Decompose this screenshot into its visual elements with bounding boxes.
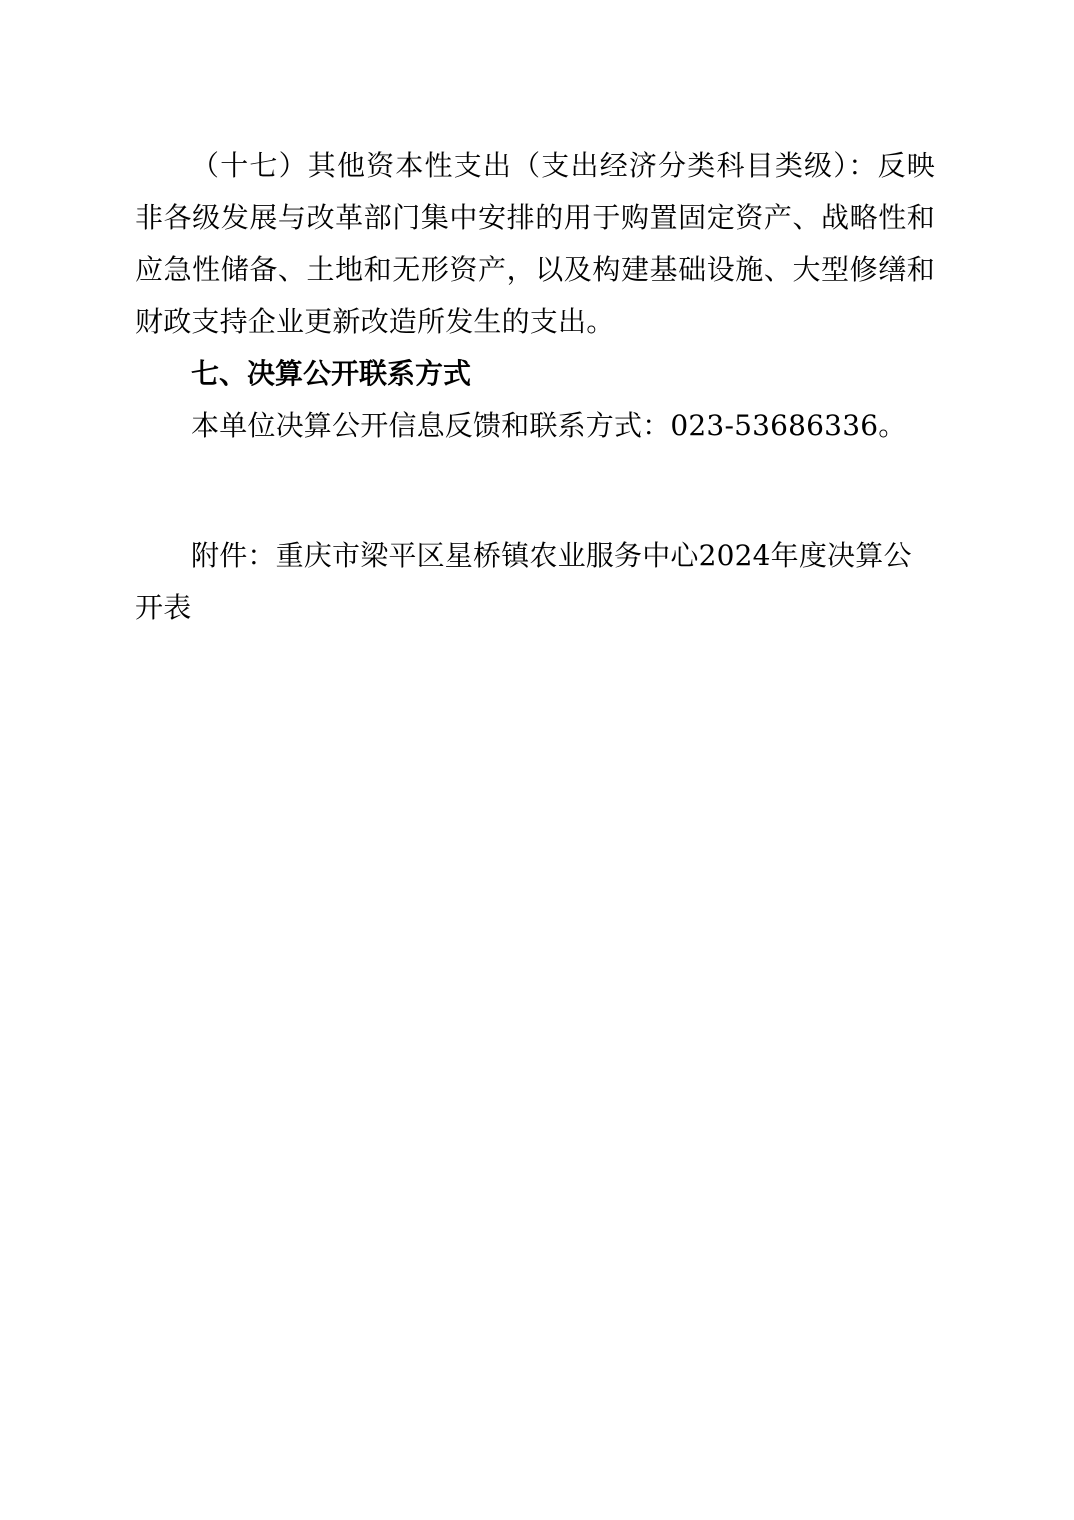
attachment-line-2: 开表 (135, 591, 192, 624)
spacer (135, 452, 935, 530)
contact-paragraph: 本单位决算公开信息反馈和联系方式：023-53686336。 (191, 409, 907, 442)
document-body (135, 140, 935, 634)
attachment-paragraph (135, 530, 935, 634)
section-7-heading: 七、决算公开联系方式 (191, 357, 472, 390)
attachment-line-1: 附件：重庆市梁平区星桥镇农业服务中心2024年度决算公 (191, 539, 912, 572)
item-17-paragraph: （十七）其他资本性支出（支出经济分类科目类级）：反映非各级发展与改革部门集中安排的用于购置固定资产、战略性和应急性储备、土地和无形资产，以及构建基础设施、大型修缮和财政支持企业更新改造所发生的支出。 (135, 149, 935, 338)
